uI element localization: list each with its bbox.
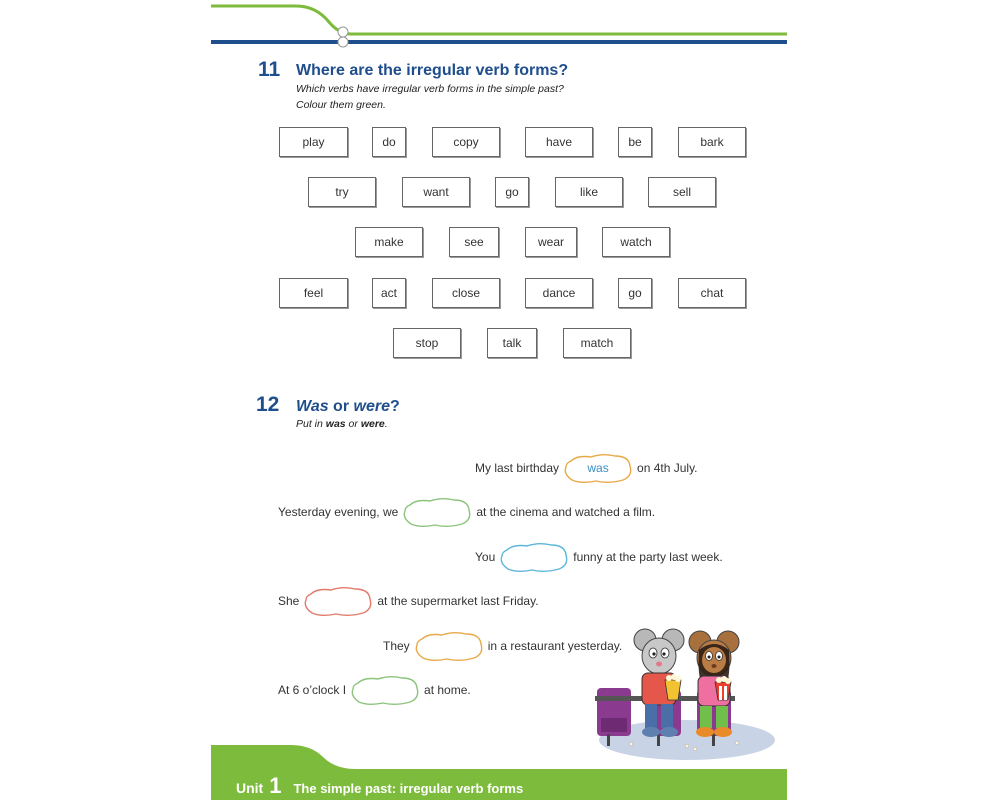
footer-unit-number: 1	[269, 773, 282, 798]
answer-text: was	[587, 461, 609, 475]
sentence-before: At 6 o’clock I	[278, 683, 347, 697]
exercise-12-number: 12	[256, 393, 280, 416]
answer-blob[interactable]	[414, 630, 484, 662]
answer-text	[303, 585, 373, 617]
instruction-word-was: was	[325, 418, 346, 430]
answer-text	[414, 630, 484, 662]
exercise-11-instruction-line: Which verbs have irregular verb forms in the simple past?	[296, 83, 564, 95]
verb-box[interactable]: do	[372, 127, 406, 157]
exercise-12-title	[296, 398, 400, 416]
verb-box[interactable]: act	[372, 278, 406, 308]
verb-box[interactable]: stop	[393, 328, 461, 358]
verb-box[interactable]: talk	[487, 328, 537, 358]
title-word-were: were	[353, 398, 390, 415]
sentence-row	[475, 541, 723, 573]
instruction-text: Put in	[296, 418, 326, 430]
footer-unit-title: The simple past: irregular verb forms	[293, 781, 524, 796]
title-word-was: Was	[296, 398, 329, 415]
verb-box[interactable]: go	[495, 177, 529, 207]
verb-box[interactable]: sell	[648, 177, 716, 207]
answer-blob[interactable]	[303, 585, 373, 617]
exercise-11-instruction-line: Colour them green.	[296, 99, 386, 111]
sentence-before: They	[383, 639, 410, 653]
verb-box[interactable]: play	[279, 127, 348, 157]
verb-box[interactable]: dance	[525, 278, 593, 308]
instruction-text: .	[384, 418, 388, 430]
header-decoration	[211, 0, 787, 50]
cinema-mice-illustration	[587, 628, 777, 763]
sentence-row	[278, 585, 539, 617]
worksheet-page	[211, 0, 787, 800]
verb-box[interactable]: like	[555, 177, 623, 207]
instruction-word-were: were	[360, 418, 385, 430]
answer-blob[interactable]	[563, 452, 633, 484]
verb-box[interactable]: copy	[432, 127, 500, 157]
verb-box[interactable]: try	[308, 177, 376, 207]
title-question-mark: ?	[389, 398, 400, 415]
footer-unit-label: Unit	[236, 780, 264, 796]
sentence-before: Yesterday evening, we	[278, 505, 399, 519]
verb-box[interactable]: have	[525, 127, 593, 157]
sentence-after: at home.	[424, 683, 471, 697]
verb-box[interactable]: chat	[678, 278, 746, 308]
verb-box[interactable]: wear	[525, 227, 577, 257]
answer-text	[499, 541, 569, 573]
verb-box[interactable]: go	[618, 278, 652, 308]
verb-box[interactable]: make	[355, 227, 423, 257]
verb-box[interactable]: feel	[279, 278, 348, 308]
sentence-after: in a restaurant yesterday.	[487, 639, 623, 653]
title-word-or: or	[328, 398, 354, 415]
sentence-row	[278, 496, 655, 528]
instruction-text: or	[345, 418, 361, 430]
sentence-after: on 4th July.	[637, 461, 698, 475]
answer-text	[350, 674, 420, 706]
verb-box[interactable]: close	[432, 278, 500, 308]
verb-box[interactable]: see	[449, 227, 499, 257]
answer-text	[402, 496, 472, 528]
verb-box[interactable]: be	[618, 127, 652, 157]
answer-blob[interactable]	[402, 496, 472, 528]
sentence-before: My last birthday	[475, 461, 560, 475]
sentence-after: at the supermarket last Friday.	[377, 594, 539, 608]
exercise-11-instructions	[296, 81, 564, 113]
sentence-row	[278, 674, 471, 706]
sentence-after: funny at the party last week.	[573, 550, 723, 564]
sentence-row	[475, 452, 698, 484]
sentence-after: at the cinema and watched a film.	[476, 505, 656, 519]
verb-box[interactable]: want	[402, 177, 470, 207]
exercise-11-number: 11	[258, 58, 281, 81]
exercise-11-title: Where are the irregular verb forms?	[296, 62, 569, 79]
answer-blob[interactable]	[350, 674, 420, 706]
exercise-12-instructions	[296, 416, 388, 432]
sentence-before: She	[278, 594, 300, 608]
sentence-before: You	[475, 550, 496, 564]
footer-label	[236, 773, 523, 799]
verb-box[interactable]: watch	[602, 227, 670, 257]
verb-box[interactable]: bark	[678, 127, 746, 157]
verb-box[interactable]: match	[563, 328, 631, 358]
answer-blob[interactable]	[499, 541, 569, 573]
